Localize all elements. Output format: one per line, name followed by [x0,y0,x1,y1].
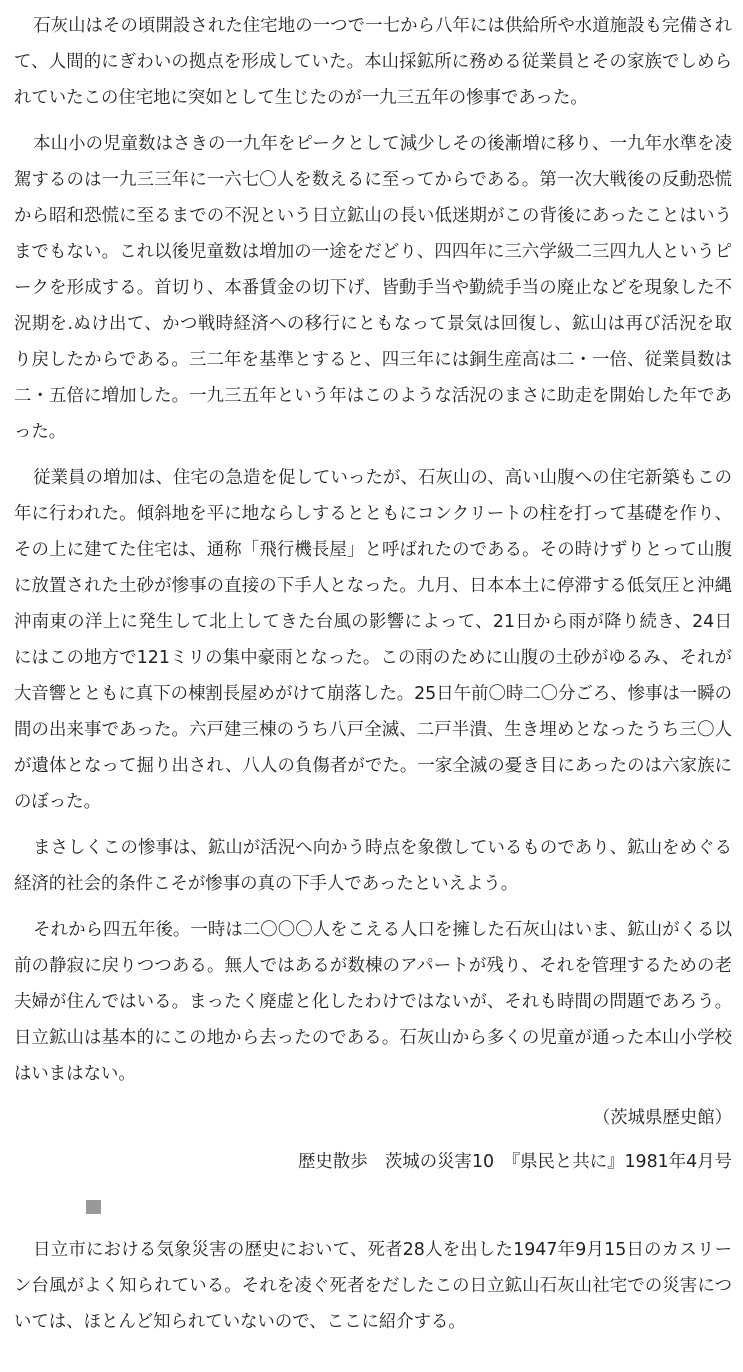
separator-square-icon [86,1200,101,1214]
article-paragraph-4: まさしくこの惨事は、鉱山が活況へ向かう時点を象徴しているものであり、鉱山をめぐる経済的社会的条件こそが惨事の真の下手人であったといえよう。 [14,838,732,894]
credit-organization: （茨城県歴史館） [592,1108,732,1128]
note-paragraph: 日立市における気象災害の歴史において、死者28人を出した1947年9月15日のカスリーン台風がよく知られている。それを凌ぐ死者をだしたこの日立鉱山石灰山社宅での災害については、ほとんど知られていないので、ここに紹介する。 [14,1240,732,1332]
article-paragraph-5: それから四五年後。一時は二〇〇〇人をこえる人口を擁した石灰山はいま、鉱山がくる以前の静寂に戻りつつある。無人ではあるが数棟のアパートが残り、それを管理するための老夫婦が住んではいる。まったく廃虚と化したわけではないが、それも時間の問題であろう。日立鉱山は基本的にこの地から去ったのである。石灰山から多くの児童が通った本山小学校はいまはない。 [14,920,732,1084]
article-paragraph-2: 本山小の児童数はさきの一九年をピークとして減少しその後漸増に移り、一九年水準を凌駕するのは一九三三年に一六七〇人を数えるに至ってからである。第一次大戦後の反動恐慌から昭和恐慌に至るまでの不況という日立鉱山の長い低迷期がこの背後にあったことはいうまでもない。これ以後児童数は増加の一途をだどり、四四年に三六学級二三四九人というピークを形成する。首切り、本番賃金の切下げ、皆動手当や勤続手当の廃止などを現象した不況期を.ぬけ出て、かつ戦時経済への移行にともなって景気は回復し、鉱山は再び活況を取り戻したからである。三二年を基準とすると、四三年には銅生産高は二・一倍、従業員数は二・五倍に増加した。一九三五年という年はこのような活況のまさに助走を開始した年であった。 [14,134,732,442]
article-paragraph-3: 従業員の増加は、住宅の急造を促していったが、石灰山の、高い山腹への住宅新築もこの年に行われた。傾斜地を平に地ならしするとともにコンクリートの柱を打って基礎を作り、その上に建てた住宅は、通称「飛行機長屋」と呼ばれたのである。その時けずりとって山腹に放置された土砂が惨事の直接の下手人となった。九月、日本本土に停滞する低気圧と沖縄沖南東の洋上に発生して北上してきた台風の影響によって、21日から雨が降り続き、24日にはこの地方で121ミリの集中豪雨となった。この雨のために山腹の土砂がゆるみ、それが大音響とともに真下の棟割長屋めがけて崩落した。25日午前〇時二〇分ごろ、惨事は一瞬の間の出来事であった。六戸建三棟のうち八戸全滅、二戸半潰、生き埋めとなったうち三〇人が遺体となって掘り出され、八人の負傷者がでた。一家全滅の憂き目にあったのは六家族にのぼった。 [14,468,732,812]
document [14,8,732,1340]
article-paragraph-1: 石灰山はその頃開設された住宅地の一つで一七から八年には供給所や水道施設も完備されて、人間的にぎわいの拠点を形成していた。本山採鉱所に務める従業員とその家族でしめられていたこの住宅地に突如として生じたのが一九三五年の惨事であった。 [14,16,732,108]
credit-source: 歴史散歩 茨城の災害10 『県民と共に』1981年4月号 [298,1152,732,1172]
